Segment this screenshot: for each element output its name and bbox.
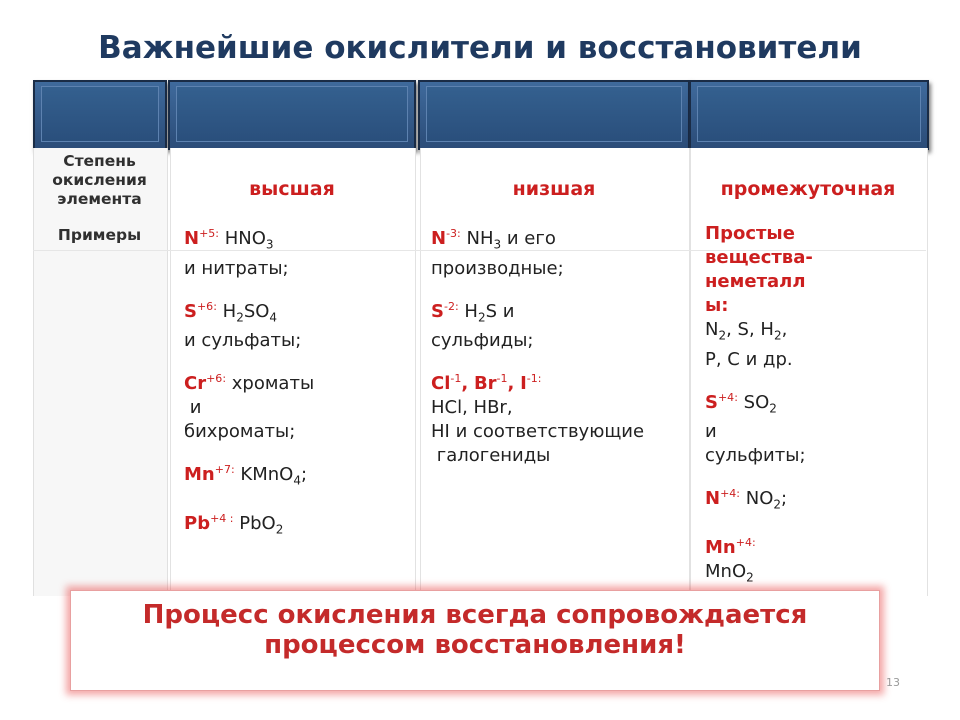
example-item: $S^{+6:}$ $H_2SO_4$ и сульфаты; xyxy=(184,299,302,352)
examples-label: Примеры xyxy=(57,226,142,244)
example-item: $Mn^{+4:}$ MnO$_2$ xyxy=(705,535,756,585)
example-item: $Pb^{+4}$ : PbO$_2$ xyxy=(184,511,284,537)
table-header-cell-1 xyxy=(33,80,167,150)
examples-lowest xyxy=(431,222,686,482)
banner-line-2: процессом восстановления! xyxy=(264,630,686,660)
table-header-cell-2 xyxy=(168,80,416,150)
example-item: $N^{-3:}$ $NH_3$ и его производные; xyxy=(431,227,564,279)
examples-highest xyxy=(184,222,409,555)
example-item: $Cr^{+6:}$ хроматы и бихроматы; xyxy=(184,372,315,443)
row-label-column xyxy=(33,148,168,596)
table-header-cell-4 xyxy=(689,80,929,150)
label-line-2: окисления xyxy=(52,171,147,189)
label-line-3: элемента xyxy=(57,190,142,208)
example-item: $S^{-2:}$ $H_2S$ и сульфиды; xyxy=(431,299,534,352)
example-item: $Cl^{-1}$, $Br^{-1}$, $I^{-1:}$ HCl, HBr, HI и соответствующие галогениды xyxy=(431,372,645,467)
level-intermediate: промежуточная xyxy=(720,178,896,200)
example-item: $N^{+4:}$ $NO_2$; xyxy=(705,487,788,512)
banner-line-1: Процесс окисления всегда сопровождается xyxy=(142,600,808,630)
simple-substances: Простые вещества- неметалл ы: $N_2$, S, $H_2$, P, C и др. xyxy=(705,223,813,370)
slide-title: Важнейшие окислители и восстановители xyxy=(98,30,862,66)
examples-intermediate xyxy=(705,222,920,603)
label-line-1: Степень xyxy=(63,152,136,170)
level-highest: высшая xyxy=(249,178,335,200)
table-header-cell-3 xyxy=(418,80,690,150)
example-item: $N^{+5:}$ $HNO_3$ и нитраты; xyxy=(184,227,289,279)
page-number: 13 xyxy=(886,676,900,689)
conclusion-banner xyxy=(70,590,880,691)
example-item: $Mn^{+7:}$ KMnO$_4$; xyxy=(184,463,308,488)
example-item: $S^{+4:}$ $SO_2$ и сульфиты; xyxy=(705,390,806,467)
oxidation-state-label xyxy=(33,152,166,209)
level-lowest: низшая xyxy=(512,178,596,200)
